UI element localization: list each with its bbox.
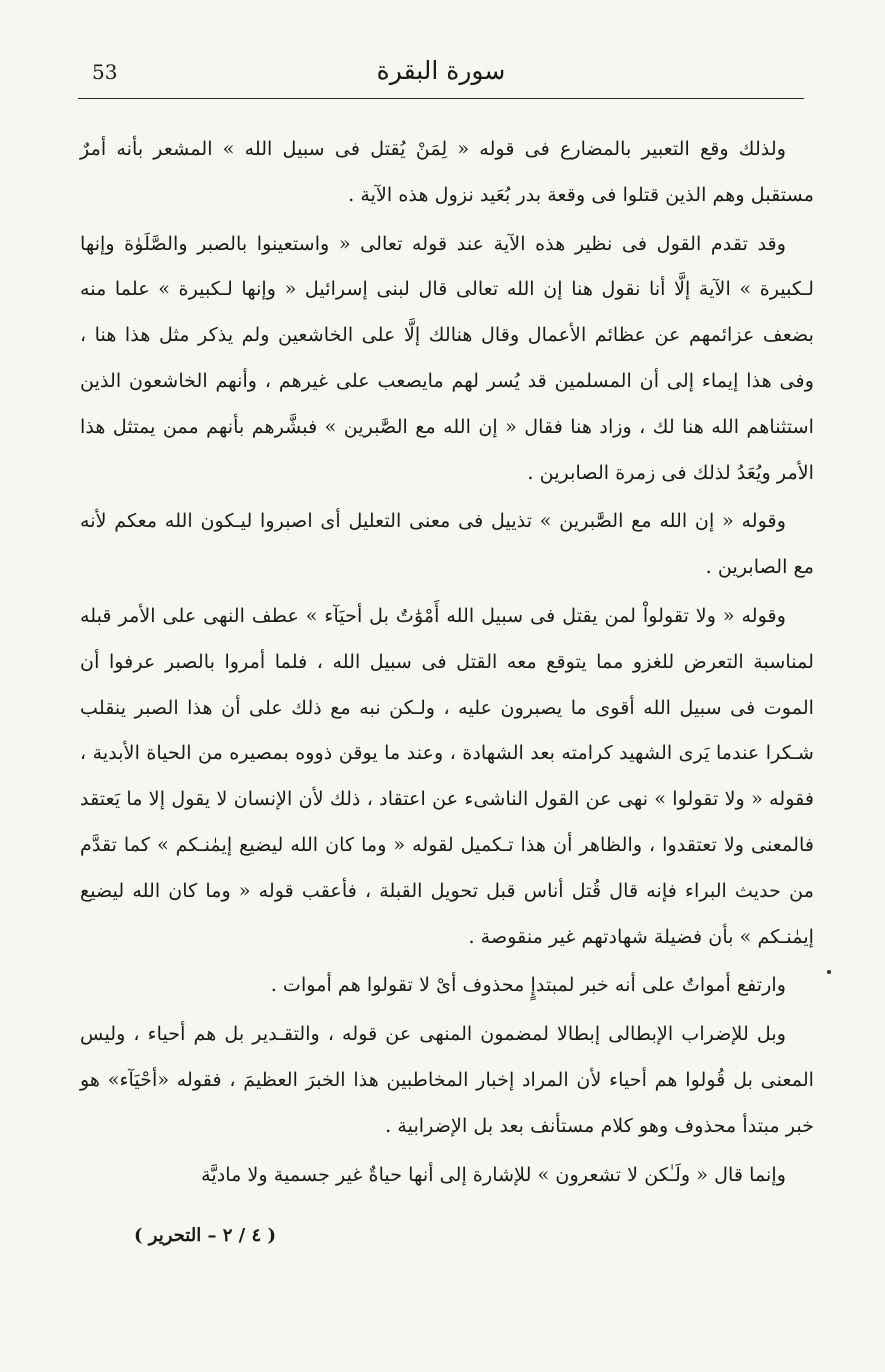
page-number: 53 <box>92 60 118 84</box>
paragraph-4: وقوله « ولا تقولواْ لمن يقتل فى سبيل الله أَمْوَٰتٌ بل أحيَآء » عطف النهى على الأمر قبله لمناسبة التعرض للغزو مما يتوقع معه القتل فى سبيل الله ، فلما أمروا بالصبر عرفوا أن الموت فى سبيل الله أقوى ما يصبرون عليه ، ولـكن نبه مع ذلك على أن هذا الصبر ينقلب شـكرا عندما يَرى الشهيد كرامته بعد الشهادة ، وعند ما يوقن ذووه بمصيره من الحياة الأبدية ، فقوله « ولا تقولوا » نهى عن القول الناشىء عن اعتقاد ، ذلك لأن الإنسان لا يقول إلا ما يَعتقد فالمعنى ولا تعتقدوا ، والظاهر أن هذا تـكميل لقوله « وما كان الله ليضيع إيمٰنـكم » كما تقدَّم من حديث البراء فإنه قال قُتل أناس قبل تحويل القبلة ، فأعقب قوله « وما كان الله ليضيع إيمٰنـكم » بأن فضيلة شهادتهم غير منقوصة . <box>80 603 814 948</box>
paragraph-3: وقوله « إن الله مع الصَّٰبرين » تذييل فى معنى التعليل أى اصبروا ليـكون الله معكم لأنه مع الصابرين . <box>80 509 814 579</box>
signature-mark: ( ٤ / ٢ – التحرير ) <box>134 1225 276 1246</box>
running-header <box>78 52 804 102</box>
body-text <box>80 126 814 1200</box>
paragraph-6: وبل للإضراب الإبطالى إبطالا لمضمون المنهى عن قوله ، والتقـدير بل هم أحياء ، وليس المعنى بل قُولوا هم أحياء لأن المراد إخبار المخاطبين هذا الخبرَ العظيمَ ، فقوله «أحْيَآء» هو خبر مبتدأ محذوف وهو كلام مستأنف بعد بل الإضرابية . <box>80 1022 814 1137</box>
print-speck <box>827 970 831 974</box>
paragraph-5: وارتفع أمواتٌ على أنه خبر لمبتدإٍ محذوف أىْ لا تقولوا هم أموات . <box>270 973 786 997</box>
paragraph-1: ولذلك وقع التعبير بالمضارع فى قوله « لِمَنْ يُقتل فى سبيل الله » المشعر بأنه أمرٌ مستقبل وهم الذين قتلوا فى وقعة بدر بُعَيد نزول هذه الآية . <box>80 137 814 206</box>
surah-title: سورة البقرة <box>376 56 506 85</box>
header-rule <box>78 98 804 99</box>
paragraph-7: وإنما قال « ولَـٰكن لا تشعرون » للإشارة إلى أنها حياةٌ غير جسمية ولا ماديَّة <box>201 1162 786 1186</box>
paragraph-2: وقد تقدم القول فى نظير هذه الآية عند قوله تعالى « واستعينوا بالصبر والصَّلَوٰة وإنها لـكبيرة » الآية إلَّا أنا نقول هنا إن الله تعالى قال لبنى إسرائيل « وإنها لـكبيرة » علما منه بضعف عزائمهم عن عظائم الأعمال وقال هنالك إلَّا على الخاشعين ولم يذكر مثل هذا هنا ، وفى هذا إيماء إلى أن المسلمين قد يُسر لهم مايصعب على غيرهم ، وأنهم الخاشعون الذين استثناهم الله هنا لك ، وزاد هنا فقال « إن الله مع الصَّٰبرين » فبشَّرهم بأنهم ممن يمتثل هذا الأمر ويُعَدُ لذلك فى زمرة الصابرين . <box>80 231 814 484</box>
